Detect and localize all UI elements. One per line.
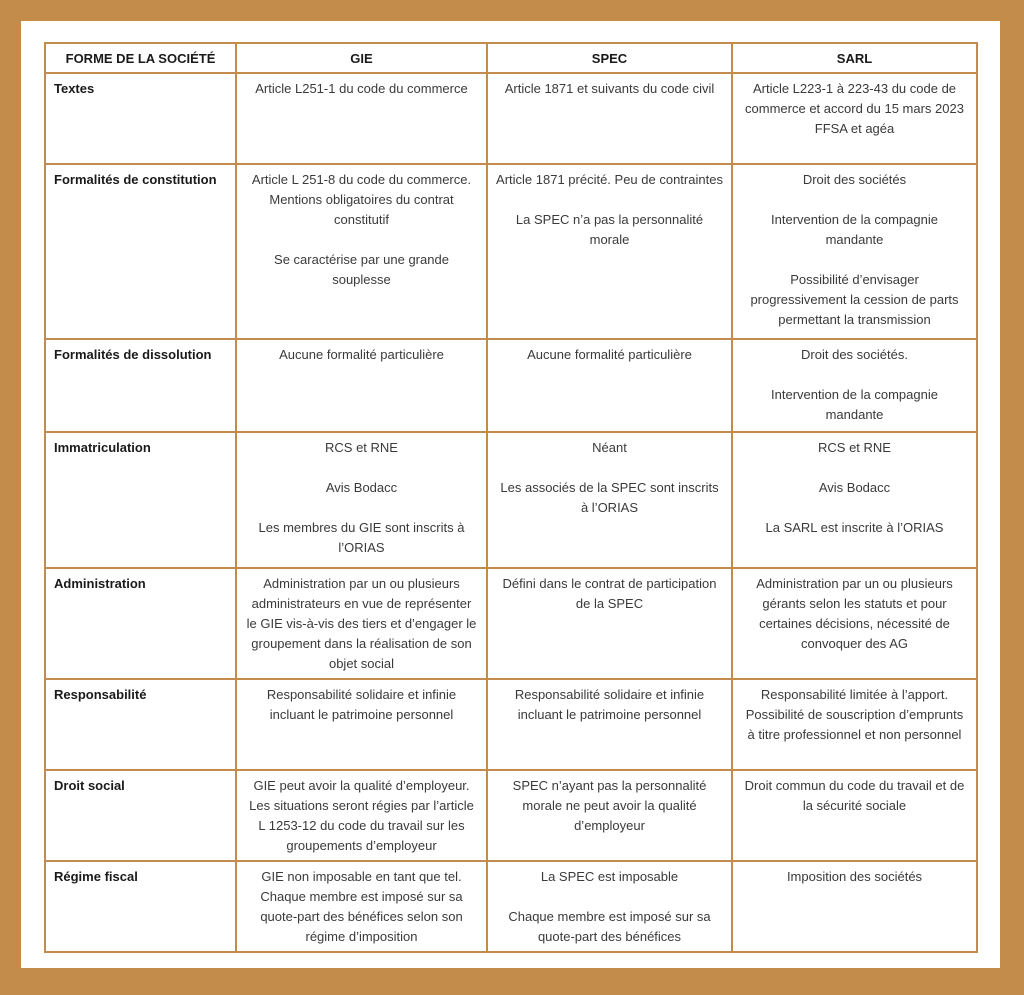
header-forme: FORME DE LA SOCIÉTÉ bbox=[45, 43, 236, 73]
cell-sarl: Droit des sociétés. Intervention de la compagnie mandante bbox=[732, 339, 977, 432]
row-label: Droit social bbox=[45, 770, 236, 861]
cell-sarl: Droit des sociétés Intervention de la compagnie mandante Possibilité d’envisager progressivement la cession de parts permettant la transmission bbox=[732, 164, 977, 339]
cell-gie: Responsabilité solidaire et infinie incluant le patrimoine personnel bbox=[236, 679, 487, 770]
cell-gie: GIE non imposable en tant que tel. Chaque membre est imposé sur sa quote-part des bénéfices selon son régime d’imposition bbox=[236, 861, 487, 952]
row-label: Textes bbox=[45, 73, 236, 164]
cell-spec: Article 1871 et suivants du code civil bbox=[487, 73, 732, 164]
comparison-table bbox=[44, 42, 978, 953]
cell-sarl: Administration par un ou plusieurs gérants selon les statuts et pour certaines décisions, nécessité de convoquer des AG bbox=[732, 568, 977, 679]
table-row bbox=[45, 73, 977, 164]
cell-gie: Article L 251-8 du code du commerce. Mentions obligatoires du contrat constitutif Se caractérise par une grande souplesse bbox=[236, 164, 487, 339]
row-label: Responsabilité bbox=[45, 679, 236, 770]
table-header-row bbox=[45, 43, 977, 73]
cell-gie: Article L251-1 du code du commerce bbox=[236, 73, 487, 164]
cell-sarl: Article L223-1 à 223-43 du code de commerce et accord du 15 mars 2023 FFSA et agéa bbox=[732, 73, 977, 164]
header-spec: SPEC bbox=[487, 43, 732, 73]
cell-spec: SPEC n’ayant pas la personnalité morale ne peut avoir la qualité d’employeur bbox=[487, 770, 732, 861]
table-row bbox=[45, 432, 977, 568]
content-frame bbox=[21, 21, 1000, 968]
row-label: Régime fiscal bbox=[45, 861, 236, 952]
cell-gie: Aucune formalité particulière bbox=[236, 339, 487, 432]
cell-spec: Aucune formalité particulière bbox=[487, 339, 732, 432]
cell-spec: Néant Les associés de la SPEC sont inscrits à l’ORIAS bbox=[487, 432, 732, 568]
header-gie: GIE bbox=[236, 43, 487, 73]
row-label: Formalités de constitution bbox=[45, 164, 236, 339]
cell-spec: Défini dans le contrat de participation de la SPEC bbox=[487, 568, 732, 679]
cell-spec: Article 1871 précité. Peu de contraintes La SPEC n’a pas la personnalité morale bbox=[487, 164, 732, 339]
row-label: Immatriculation bbox=[45, 432, 236, 568]
cell-gie: Administration par un ou plusieurs administrateurs en vue de représenter le GIE vis-à-vis des tiers et d’engager le groupement dans la réalisation de son objet social bbox=[236, 568, 487, 679]
row-label: Formalités de dissolution bbox=[45, 339, 236, 432]
table-row bbox=[45, 339, 977, 432]
cell-gie: RCS et RNE Avis Bodacc Les membres du GIE sont inscrits à l’ORIAS bbox=[236, 432, 487, 568]
cell-spec: La SPEC est imposable Chaque membre est imposé sur sa quote-part des bénéfices bbox=[487, 861, 732, 952]
header-sarl: SARL bbox=[732, 43, 977, 73]
table-row bbox=[45, 164, 977, 339]
row-label: Administration bbox=[45, 568, 236, 679]
table-row bbox=[45, 770, 977, 861]
table-row bbox=[45, 568, 977, 679]
cell-sarl: Imposition des sociétés bbox=[732, 861, 977, 952]
cell-sarl: Responsabilité limitée à l’apport. Possibilité de souscription d’emprunts à titre professionnel et non personnel bbox=[732, 679, 977, 770]
cell-spec: Responsabilité solidaire et infinie incluant le patrimoine personnel bbox=[487, 679, 732, 770]
table-row bbox=[45, 861, 977, 952]
cell-gie: GIE peut avoir la qualité d’employeur. Les situations seront régies par l’article L 1253-12 du code du travail sur les groupements d’employeur bbox=[236, 770, 487, 861]
table-row bbox=[45, 679, 977, 770]
cell-sarl: Droit commun du code du travail et de la sécurité sociale bbox=[732, 770, 977, 861]
cell-sarl: RCS et RNE Avis Bodacc La SARL est inscrite à l’ORIAS bbox=[732, 432, 977, 568]
